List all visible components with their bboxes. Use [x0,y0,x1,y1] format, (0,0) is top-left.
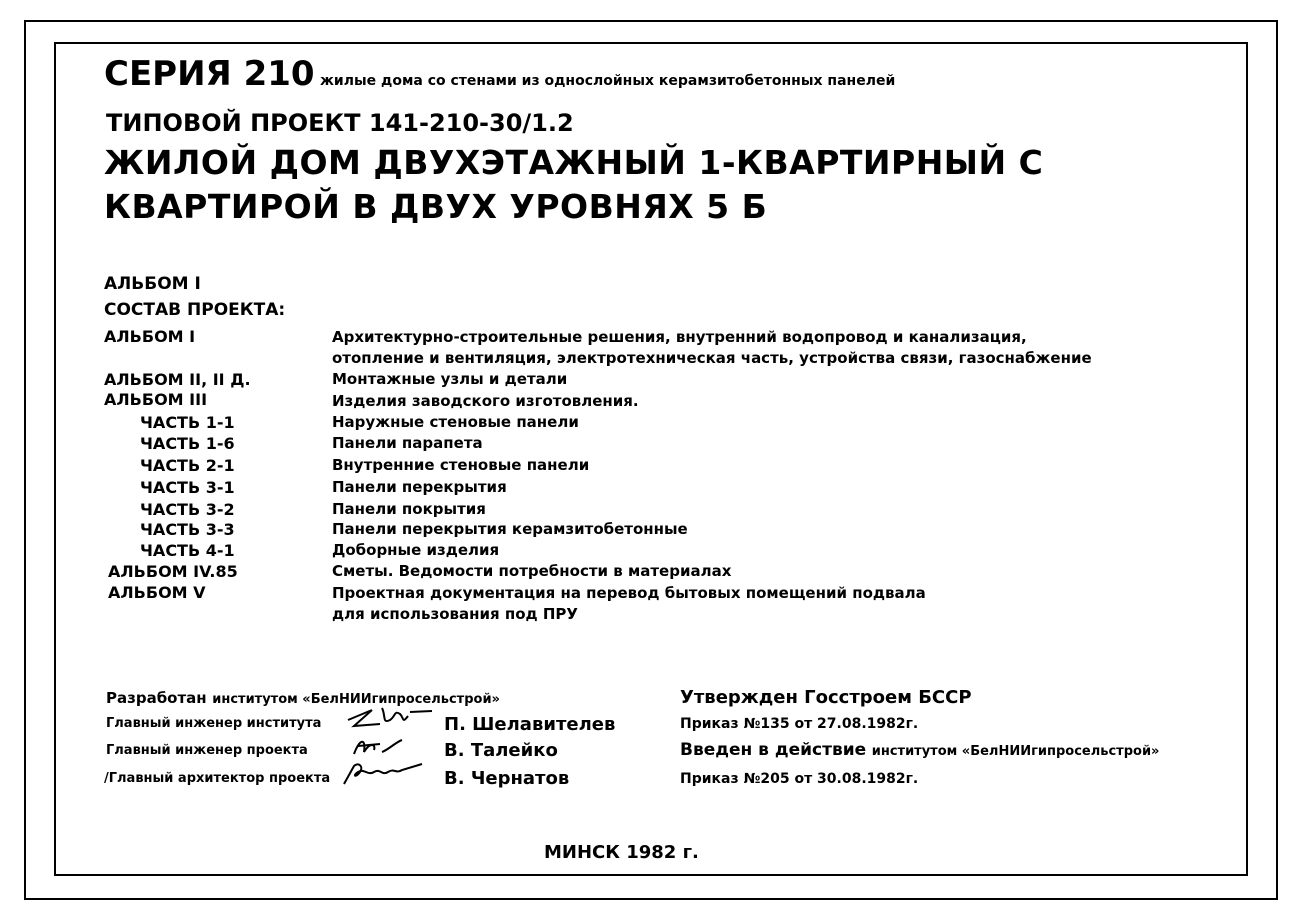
item-description-cont: отопление и вентиляция, электротехническая часть, устройства связи, газоснабжение [332,349,1092,367]
item-label: ЧАСТЬ 1-6 [140,434,235,453]
chief-architect-name: В. Чернатов [444,768,570,789]
approved-by: Утвержден Госстроем БССР [680,687,972,708]
signature-chernatov [340,758,426,788]
item-label: АЛЬБОМ I [104,327,196,346]
composition-heading: СОСТАВ ПРОЕКТА: [104,300,286,320]
item-description: Архитектурно-строительные решения, внутренний водопровод и канализация, [332,328,1027,346]
developed-by-label: Разработан [106,689,207,707]
introduced-label: Введен в действие [680,740,867,760]
item-description: Наружные стеновые панели [332,413,579,431]
signature-shelavitelev [346,702,434,732]
item-description: Панели перекрытия [332,478,507,496]
item-label: ЧАСТЬ 1-1 [140,413,235,432]
item-description: Панели перекрытия керамзитобетонные [332,520,688,538]
developed-by [106,690,500,706]
item-description: Панели парапета [332,434,483,452]
chief-architect-label: /Главный архитектор проекта [104,771,331,786]
album-heading: АЛЬБОМ I [104,274,201,294]
item-description: Сметы. Ведомости потребности в материалах [332,562,732,580]
city-year: МИНСК 1982 г. [544,842,699,863]
item-label: АЛЬБОМ V [108,583,206,602]
item-label: АЛЬБОМ II, II Д. [104,370,251,389]
signature-taleyko [350,732,406,760]
developed-by-org: институтом «БелНИИгипросельстрой» [212,692,500,707]
chief-engineer-institute-name: П. Шелавителев [444,714,616,735]
chief-engineer-project-name: В. Талейко [444,740,558,761]
item-label: ЧАСТЬ 4-1 [140,541,235,560]
item-description-cont: для использования под ПРУ [332,605,578,623]
series-label: СЕРИЯ 210 [104,54,315,94]
chief-engineer-institute-label: Главный инженер института [106,716,322,731]
order-2: Приказ №205 от 30.08.1982г. [680,771,919,787]
project-label: ТИПОВОЙ ПРОЕКТ 141-210-30/1.2 [106,109,574,137]
order-1: Приказ №135 от 27.08.1982г. [680,716,919,732]
item-label: АЛЬБОМ IV.85 [108,562,238,581]
item-label: АЛЬБОМ III [104,390,208,409]
introduced [680,742,1159,759]
item-label: ЧАСТЬ 2-1 [140,456,235,475]
series-description: жилые дома со стенами из однослойных керамзитобетонных панелей [320,73,896,89]
introduced-org: институтом «БелНИИгипросельстрой» [871,744,1160,759]
title-line-1: ЖИЛОЙ ДОМ ДВУХЭТАЖНЫЙ 1-КВАРТИРНЫЙ С [104,143,1044,182]
item-description: Изделия заводского изготовления. [332,392,639,410]
item-label: ЧАСТЬ 3-1 [140,478,235,497]
title-line-2: КВАРТИРОЙ В ДВУХ УРОВНЯХ 5 Б [104,187,768,226]
item-label: ЧАСТЬ 3-2 [140,500,235,519]
item-description: Доборные изделия [332,541,500,559]
item-description: Внутренние стеновые панели [332,456,590,474]
item-description: Панели покрытия [332,500,486,518]
item-label: ЧАСТЬ 3-3 [140,520,235,539]
chief-engineer-project-label: Главный инженер проекта [106,743,308,758]
item-description: Проектная документация на перевод бытовых помещений подвала [332,584,926,602]
item-description: Монтажные узлы и детали [332,370,568,388]
